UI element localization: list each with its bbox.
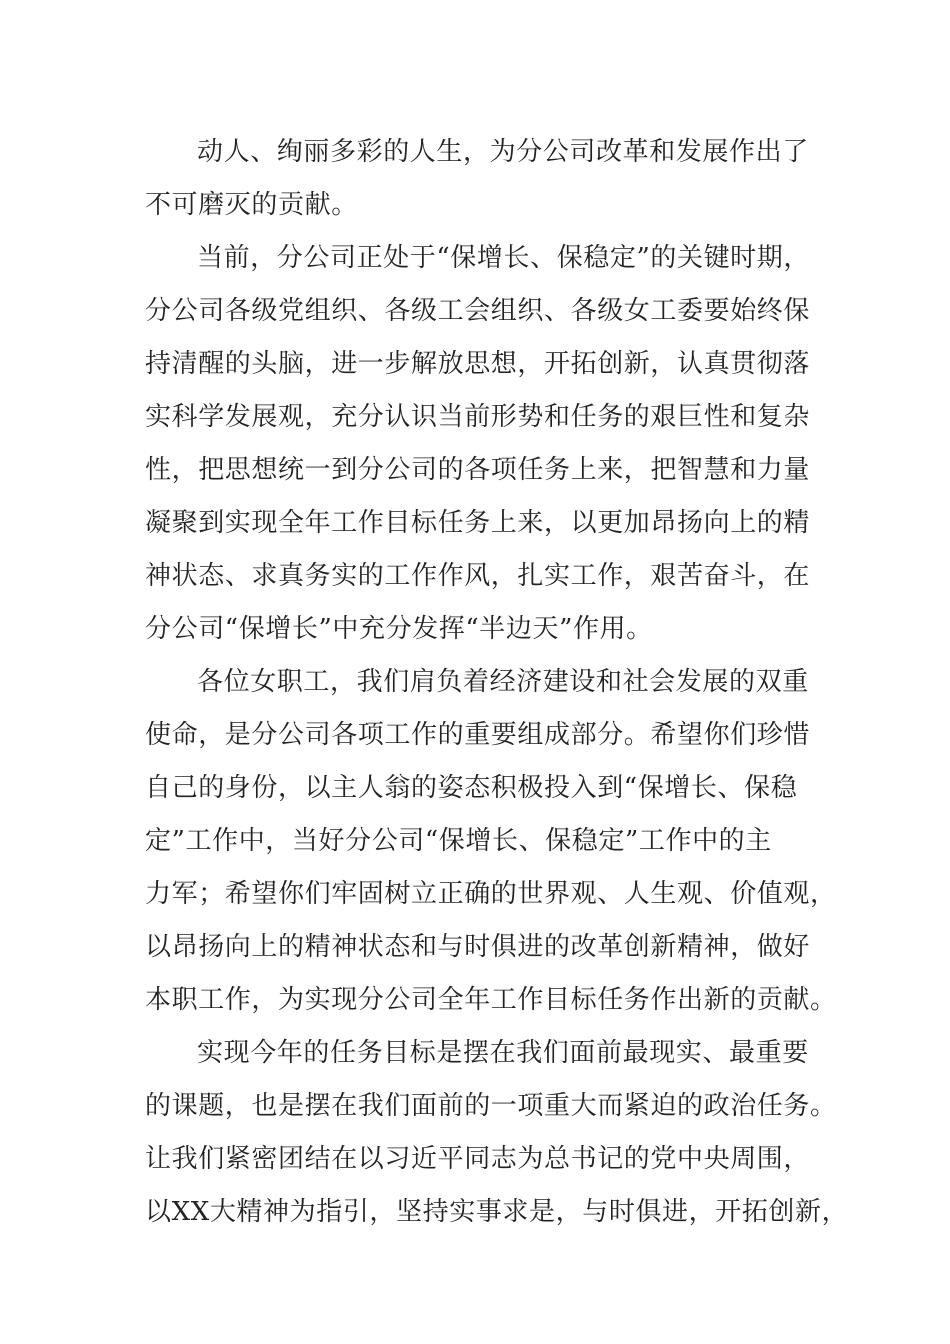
paragraph-3 (145, 656, 837, 1027)
text-line: 神状态、求真务实的工作作风，扎实工作，艰苦奋斗，在 (145, 561, 811, 591)
text-line: 以XX大精神为指引，坚持实事求是，与时俱进，开拓创新， (145, 1197, 849, 1227)
text-line: 的课题，也是摆在我们面前的一项重大而紧迫的政治任务。 (145, 1091, 837, 1121)
text-line: 凝聚到实现全年工作目标任务上来，以更加昂扬向上的精 (145, 508, 811, 538)
text-line: 分公司各级党组织、各级工会组织、各级女工委要始终保 (145, 296, 811, 326)
paragraph-2 (145, 232, 810, 656)
text-line: 实现今年的任务目标是摆在我们面前最现实、最重要 (197, 1038, 809, 1068)
text-line: 本职工作，为实现分公司全年工作目标任务作出新的贡献。 (145, 985, 837, 1015)
text-line: 自己的身份，以主人翁的姿态积极投入到“保增长、保稳 (145, 773, 798, 803)
document-body (145, 126, 849, 1239)
paragraph-4 (145, 1027, 849, 1239)
text-line: 分公司“保增长”中充分发挥“半边天”作用。 (145, 614, 653, 644)
text-line: 定”工作中，当好分公司“保增长、保稳定”工作中的主 (145, 826, 772, 856)
text-line: 各位女职工，我们肩负着经济建设和社会发展的双重 (197, 667, 809, 697)
text-line: 动人、绚丽多彩的人生，为分公司改革和发展作出了 (197, 137, 809, 167)
text-line: 让我们紧密团结在以习近平同志为总书记的党中央周围， (145, 1144, 811, 1174)
text-line: 持清醒的头脑，进一步解放思想，开拓创新，认真贯彻落 (145, 349, 811, 379)
text-line: 实科学发展观，充分认识当前形势和任务的艰巨性和复杂 (145, 402, 811, 432)
paragraph-1 (145, 126, 810, 232)
text-line: 性，把思想统一到分公司的各项任务上来，把智慧和力量 (145, 455, 811, 485)
text-line: 不可磨灭的贡献。 (145, 190, 358, 220)
text-line: 当前，分公司正处于“保增长、保稳定”的关键时期， (197, 243, 810, 273)
text-line: 使命，是分公司各项工作的重要组成部分。希望你们珍惜 (145, 720, 811, 750)
text-line: 以昂扬向上的精神状态和与时俱进的改革创新精神，做好 (145, 932, 811, 962)
text-line: 力军；希望你们牢固树立正确的世界观、人生观、价值观， (145, 879, 837, 909)
